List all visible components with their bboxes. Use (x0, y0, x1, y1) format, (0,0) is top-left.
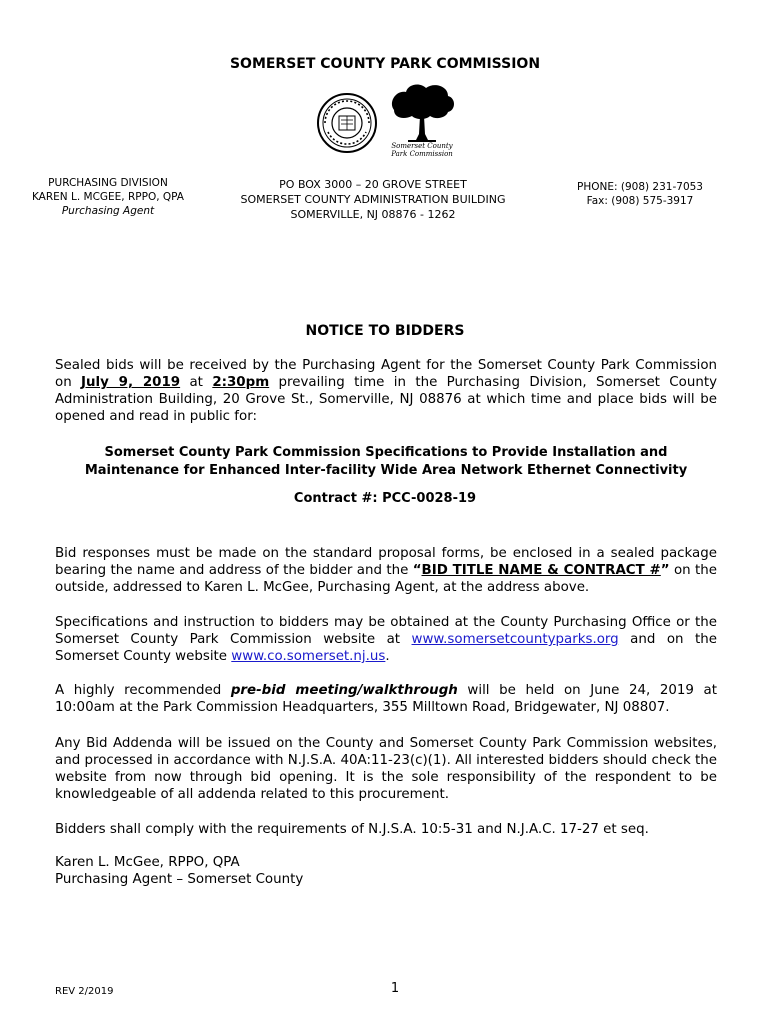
page-number: 1 (390, 981, 400, 996)
address-block (222, 177, 524, 222)
paragraph-addenda: Any Bid Addenda will be issued on the County and Somerset County Park Commission websites, and processed in accordance with N.J.S.A. 40A:11-23(c)(1). All interested bidders should check the website from now through bid opening. It is the sole responsibility of the respondent to be knowledgeable of all addenda related to this procurement. (55, 736, 717, 802)
county-website-link[interactable]: www.co.somerset.nj.us (231, 649, 386, 664)
park-commission-website-link[interactable]: www.somersetcountyparks.org (411, 632, 619, 647)
agent-name: KAREN L. MCGEE, RPPO, QPA (31, 191, 184, 203)
logo-caption-line1: Somerset County (391, 142, 453, 150)
specification-title (55, 444, 717, 480)
logo-caption-line2: Park Commission (391, 150, 453, 158)
p2-text-a: Bid responses must be made on the standard proposal forms, be enclosed in a sealed package bearing the name and address of the bidder and the (55, 546, 717, 578)
signature-title: Purchasing Agent – Somerset County (55, 872, 304, 887)
spec-line1: Somerset County Park Commission Specifications to Provide Installation and (104, 445, 668, 460)
address-line3: SOMERVILLE, NJ 08876 - 1262 (290, 208, 456, 221)
contract-number: Contract #: PCC-0028-19 (293, 491, 477, 506)
phone-number: PHONE: (908) 231-7053 (577, 181, 703, 193)
paragraph-bid-responses (55, 545, 717, 596)
p1-text-b: at (180, 375, 213, 390)
p2-text-b: on the outside, addressed to Karen L. McGee, Purchasing Agent, at the address above. (55, 563, 718, 595)
address-line1: PO BOX 3000 – 20 GROVE STREET (279, 178, 467, 191)
p3-text-c: . (385, 649, 390, 664)
p3-text-b: and on the Somerset County website (55, 632, 717, 664)
fax-number: Fax: (908) 575-3917 (586, 195, 694, 207)
agent-title: Purchasing Agent (61, 205, 155, 217)
notice-heading: NOTICE TO BIDDERS (305, 323, 465, 339)
revision-label: REV 2/2019 (55, 986, 114, 997)
paragraph-bid-receipt (55, 357, 717, 425)
county-seal-icon (316, 92, 378, 154)
spec-line2: Maintenance for Enhanced Inter-facility Wide Area Network Ethernet Connectivity (84, 463, 688, 478)
prebid-meeting-emphasis: pre-bid meeting/walkthrough (230, 683, 458, 698)
purchasing-division-block (20, 176, 196, 218)
p4-text-a: A highly recommended (55, 683, 231, 698)
division-name: PURCHASING DIVISION (48, 177, 168, 189)
p3-text-a: Specifications and instruction to bidders may be obtained at the County Purchasing Office or the Somerset County Park Commission website at (55, 615, 717, 647)
p2-quote-close: ” (660, 563, 670, 578)
bid-date: July 9, 2019 (81, 375, 181, 390)
p1-text-a: Sealed bids will be received by the Purchasing Agent for the Somerset County Park Commission on (55, 358, 717, 390)
p1-text-c: prevailing time in the Purchasing Division, Somerset County Administration Building, 20 Grove St., Somerville, NJ 08876 at which time and place bids will be opened and read in public for: (55, 375, 717, 424)
paragraph-prebid-meeting (55, 682, 717, 716)
contact-block (560, 180, 720, 208)
bid-time: 2:30pm (212, 375, 270, 390)
paragraph-specifications (55, 614, 717, 665)
document-title: SOMERSET COUNTY PARK COMMISSION (229, 56, 541, 72)
address-line2: SOMERSET COUNTY ADMINISTRATION BUILDING (240, 193, 506, 206)
p4-text-b: will be held on June 24, 2019 at 10:00am at the Park Commission Headquarters, 355 Milltown Road, Bridgewater, NJ 08807. (55, 683, 717, 715)
bid-title-label: BID TITLE NAME & CONTRACT # (421, 563, 661, 578)
paragraph-compliance: Bidders shall comply with the requirements of N.J.S.A. 10:5-31 and N.J.A.C. 17-27 et seq. (55, 822, 649, 837)
signature-name: Karen L. McGee, RPPO, QPA (55, 855, 240, 870)
p2-quote-open: “ (412, 563, 422, 578)
